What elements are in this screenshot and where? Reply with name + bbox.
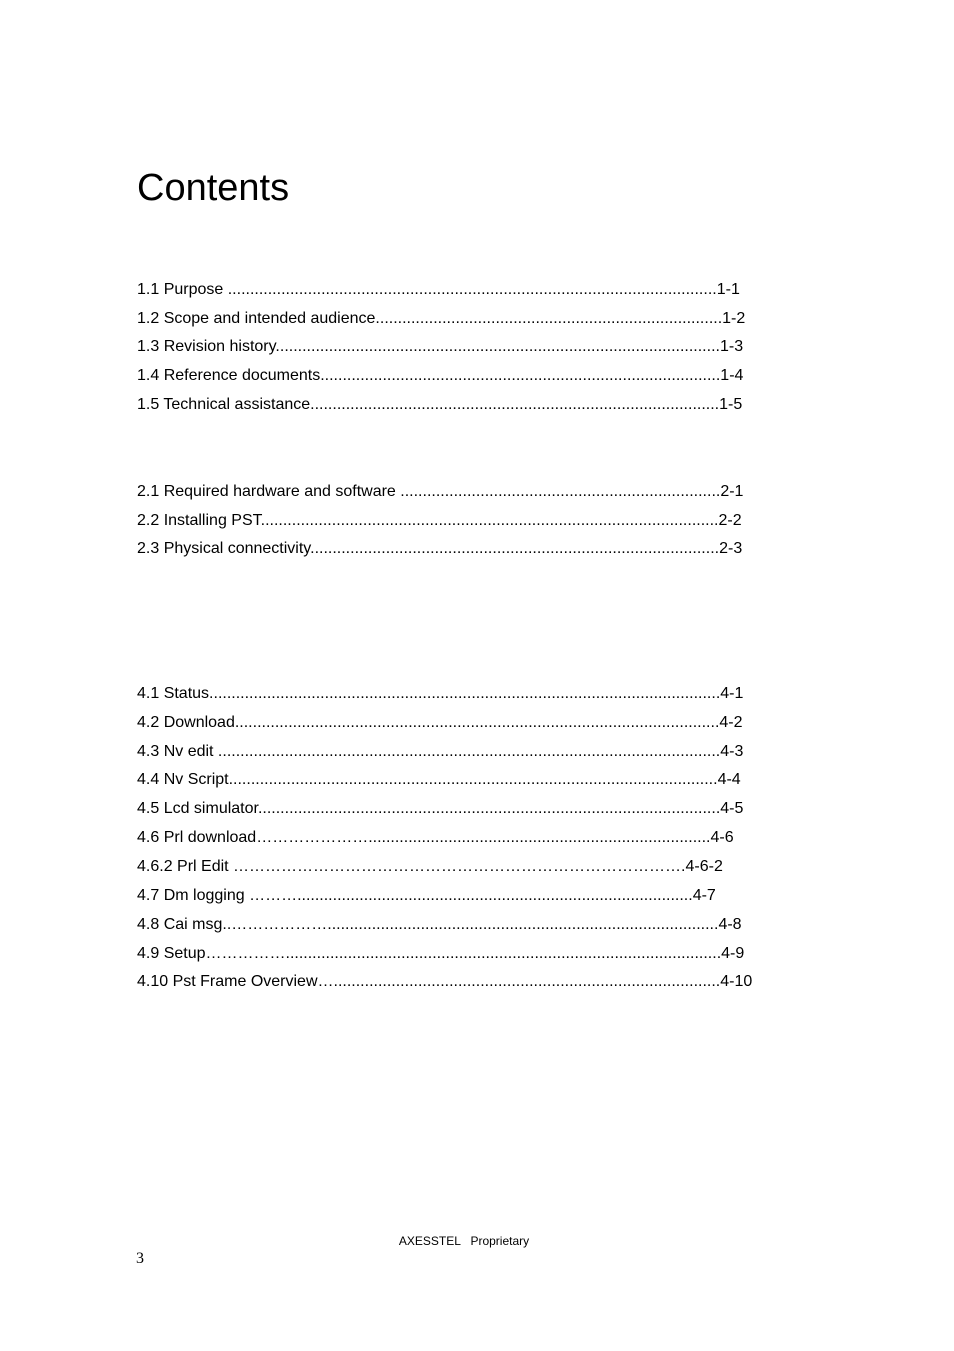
- toc-entry-4-6[interactable]: 4.6 Prl download………………….............................................................................4-6: [137, 829, 734, 846]
- page-number: 3: [136, 1250, 144, 1267]
- toc-entry-2-1[interactable]: 2.1 Required hardware and software ........................................................................2-1: [137, 483, 744, 500]
- toc-entry-1-5[interactable]: 1.5 Technical assistance............................................................................................1-5: [137, 396, 743, 413]
- toc-entry-4-10[interactable]: 4.10 Pst Frame Overview….......................................................................................4-10: [137, 973, 753, 990]
- toc-entry-4-9[interactable]: 4.9 Setup……………..................................................................................................4-9: [137, 945, 745, 962]
- footer-proprietary-label: AXESSTEL Proprietary: [398, 1234, 530, 1248]
- toc-entry-4-6-2[interactable]: 4.6.2 Prl Edit ………………………………………………………………………….4-6-2: [137, 858, 723, 875]
- toc-entry-4-3[interactable]: 4.3 Nv edit .................................................................................................................4-3: [137, 743, 744, 760]
- toc-entry-1-3[interactable]: 1.3 Revision history....................................................................................................1-3: [137, 338, 744, 355]
- toc-entry-1-2[interactable]: 1.2 Scope and intended audience..............................................................................1-2: [137, 310, 746, 327]
- toc-entry-4-1[interactable]: 4.1 Status...................................................................................................................4-1: [137, 685, 744, 702]
- toc-entry-1-4[interactable]: 1.4 Reference documents..........................................................................................1-4: [137, 367, 744, 384]
- toc-entry-1-1[interactable]: 1.1 Purpose ..............................................................................................................1-1: [137, 281, 740, 298]
- toc-entry-4-2[interactable]: 4.2 Download.............................................................................................................4-2: [137, 714, 743, 731]
- page-title: Contents: [137, 167, 290, 209]
- toc-entry-4-8[interactable]: 4.8 Cai msg..………………........................................................................................4-8: [137, 916, 742, 933]
- toc-entry-4-7[interactable]: 4.7 Dm logging ……….........................................................................................4-7: [137, 887, 716, 904]
- toc-entry-2-2[interactable]: 2.2 Installing PST.......................................................................................................2-2: [137, 512, 742, 529]
- toc-entry-4-4[interactable]: 4.4 Nv Script..............................................................................................................4-4: [137, 771, 741, 788]
- toc-entry-2-3[interactable]: 2.3 Physical connectivity............................................................................................2-3: [137, 540, 743, 557]
- toc-entry-4-5[interactable]: 4.5 Lcd simulator........................................................................................................4-5: [137, 800, 744, 817]
